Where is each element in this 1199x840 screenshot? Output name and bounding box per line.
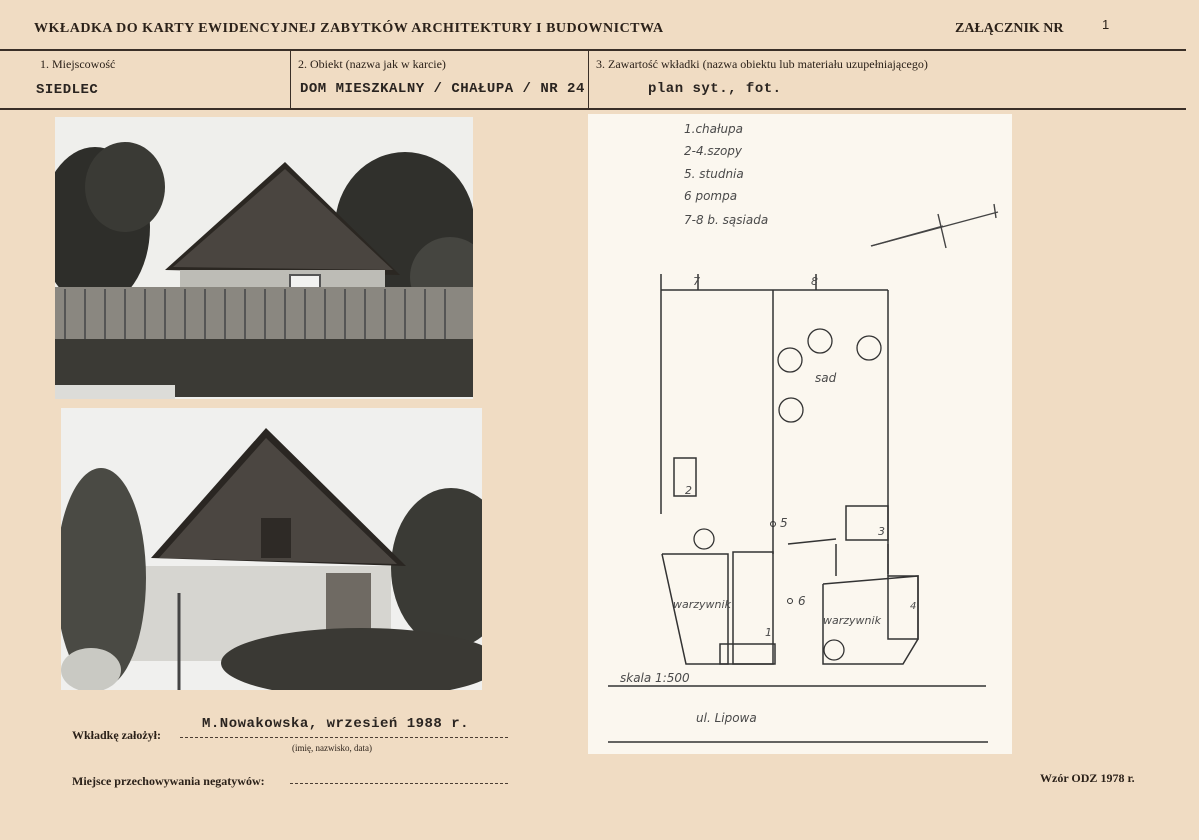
object-value: DOM MIESZKALNY / CHAŁUPA / NR 24 bbox=[300, 81, 585, 97]
annex-number: 1 bbox=[1102, 17, 1110, 32]
plan-scale: skala 1:500 bbox=[620, 671, 690, 685]
plan-label-vegetable-left: warzywnik bbox=[673, 598, 731, 611]
plan-label-4: 4 bbox=[910, 601, 917, 612]
plan-label-3: 3 bbox=[878, 525, 885, 538]
photo-gable-view bbox=[61, 408, 482, 690]
plan-street: ul. Lipowa bbox=[696, 711, 757, 725]
plan-label-7: 7 bbox=[693, 275, 700, 288]
north-arrow-icon bbox=[871, 204, 998, 248]
created-by-line bbox=[180, 737, 508, 738]
card-title: WKŁADKA DO KARTY EWIDENCYJNEJ ZABYTKÓW ARCHITEKTURY I BUDOWNICTWA bbox=[34, 21, 664, 36]
locality-label: 1. Miejscowość bbox=[40, 57, 116, 71]
plan-label-8: 8 bbox=[811, 275, 818, 288]
fields-divider bbox=[0, 108, 1186, 110]
created-by-value: M.Nowakowska, wrzesień 1988 r. bbox=[202, 716, 470, 732]
legend-item-2: 2-4.szopy bbox=[684, 144, 743, 158]
plan-label-6: 6 bbox=[798, 594, 806, 608]
form-code: Wzór ODZ 1978 r. bbox=[1040, 771, 1135, 785]
legend-item-5: 7-8 b. sąsiada bbox=[684, 213, 769, 227]
site-plan bbox=[588, 114, 1012, 754]
field-separator-1 bbox=[290, 51, 291, 108]
negatives-label: Miejsce przechowywania negatywów: bbox=[72, 774, 265, 788]
annex-label: ZAŁĄCZNIK NR bbox=[955, 21, 1064, 36]
object-label: 2. Obiekt (nazwa jak w karcie) bbox=[298, 57, 446, 71]
plan-label-vegetable-right: warzywnik bbox=[823, 614, 881, 627]
legend-item-4: 6 pompa bbox=[684, 189, 738, 203]
plan-label-orchard: sad bbox=[815, 371, 837, 385]
field-separator-2 bbox=[588, 51, 589, 108]
plan-label-2: 2 bbox=[685, 484, 692, 497]
locality-value: SIEDLEC bbox=[36, 82, 99, 98]
plan-label-5: 5 bbox=[780, 516, 788, 530]
created-by-hint: (imię, nazwisko, data) bbox=[292, 743, 372, 753]
plan-label-1: 1 bbox=[765, 626, 772, 639]
contents-label: 3. Zawartość wkładki (nazwa obiektu lub materiału uzupełniającego) bbox=[596, 57, 928, 71]
legend-item-1: 1.chałupa bbox=[684, 122, 744, 136]
legend-item-3: 5. studnia bbox=[684, 167, 744, 181]
created-by-label: Wkładkę założył: bbox=[72, 728, 161, 742]
pump-marker-icon bbox=[788, 599, 793, 604]
photo-front-view bbox=[55, 117, 473, 399]
contents-value: plan syt., fot. bbox=[648, 81, 782, 97]
negatives-line bbox=[290, 783, 508, 784]
header-divider bbox=[0, 49, 1186, 51]
